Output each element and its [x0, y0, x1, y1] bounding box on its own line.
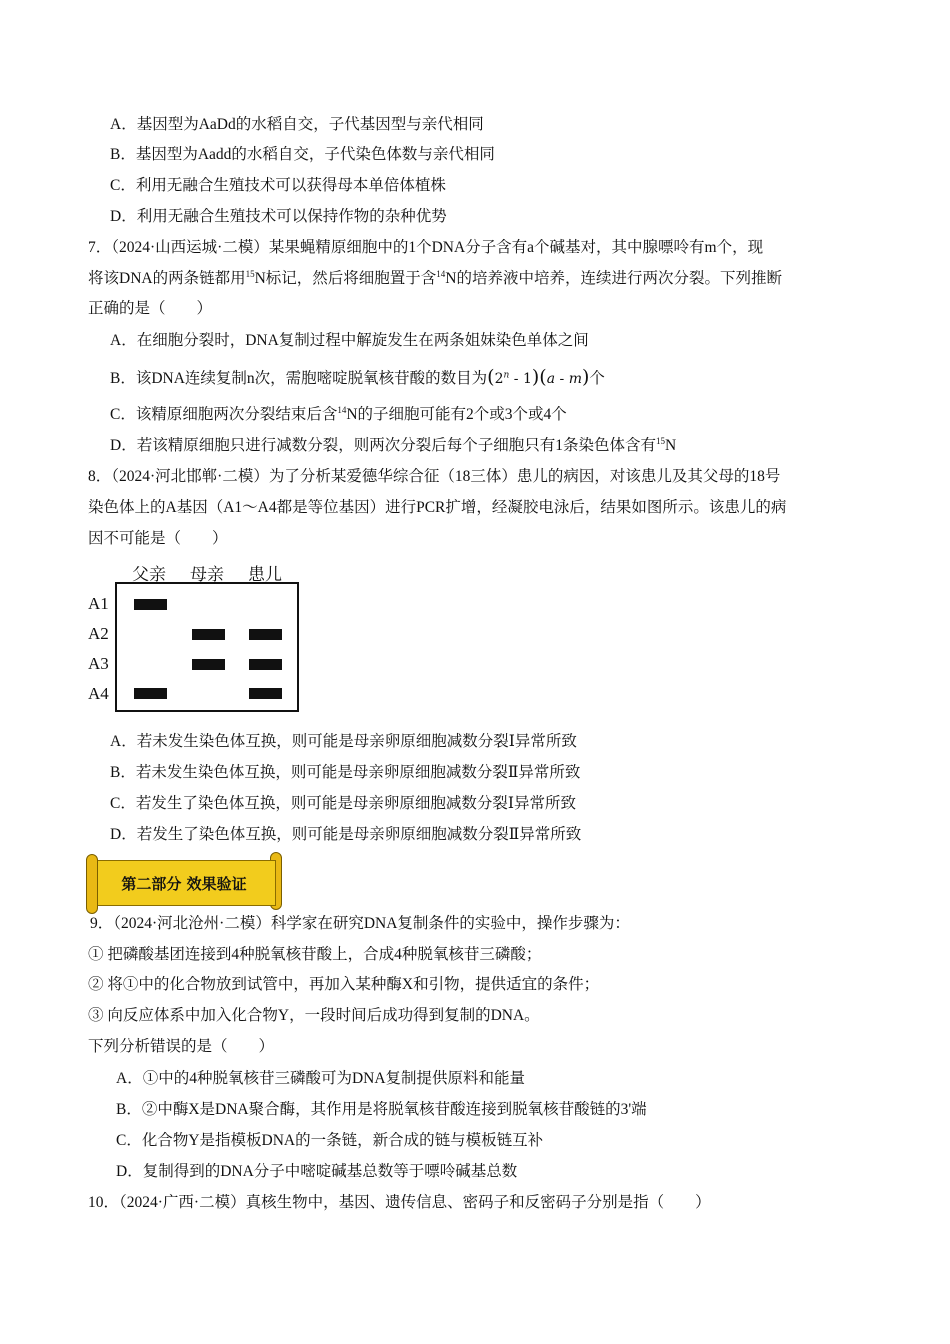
- band-father-a4: [134, 688, 167, 699]
- formula-part: -: [555, 371, 569, 387]
- q8-option-b: B．若未发生染色体互换，则可能是母亲卵原细胞减数分裂Ⅱ异常所致: [110, 764, 581, 781]
- gel-column-mother: 母亲: [190, 565, 224, 585]
- q7-stem-line2: [88, 269, 782, 289]
- q8-option-a: A．若未发生染色体互换，则可能是母亲卵原细胞减数分裂Ⅰ异常所致: [110, 733, 577, 750]
- isotope-superscript: 14: [436, 268, 446, 279]
- q9-option-d: D．复制得到的DNA分子中嘧啶碱基总数等于嘌呤碱基总数: [116, 1163, 518, 1180]
- isotope-superscript: 15: [655, 435, 665, 446]
- q7-option-a: A．在细胞分裂时，DNA复制过程中解旋发生在两条姐妹染色单体之间: [110, 332, 589, 349]
- q7-text: N的培养液中培养，连续进行两次分裂。下列推断: [445, 270, 782, 287]
- q9-option-a: A．①中的4种脱氧核苷三磷酸可为DNA复制提供原料和能量: [116, 1070, 526, 1087]
- q9-step-2: ② 将①中的化合物放到试管中，再加入某种酶X和引物，提供适宜的条件；: [88, 976, 600, 993]
- band-mother-a2: [192, 629, 225, 640]
- q9-option-c: C．化合物Y是指模板DNA的一条链，新合成的链与模板链互补: [116, 1132, 544, 1149]
- band-child-a4: [249, 688, 282, 699]
- isotope-superscript: 15: [245, 268, 255, 279]
- q6-option-a: A．基因型为AaDd的水稻自交，子代基因型与亲代相同: [110, 116, 484, 133]
- formula-exponent: n: [503, 370, 510, 381]
- q7-option-c: [110, 405, 567, 425]
- q9-step-1: ① 把磷酸基团连接到4种脱氧核苷酸上，合成4种脱氧核苷三磷酸；: [88, 946, 542, 963]
- q8-option-d: D．若发生了染色体互换，则可能是母亲卵原细胞减数分裂Ⅱ异常所致: [110, 826, 582, 843]
- q9-step-3: ③ 向反应体系中加入化合物Y，一段时间后成功得到复制的DNA。: [88, 1007, 540, 1024]
- q6-option-b: B．基因型为Aadd的水稻自交，子代染色体数与亲代相同: [110, 146, 495, 163]
- q8-stem-line1: 8．（2024·河北邯郸·二模）为了分析某爱德华综合征（18三体）患儿的病因，对该患儿及其父母的18号: [88, 468, 781, 485]
- q7-stem-line3: 正确的是（ ）: [88, 300, 213, 317]
- gel-row-a3: A3: [88, 654, 109, 673]
- section-banner-title: 第二部分 效果验证: [92, 860, 276, 906]
- formula-var-m: m: [568, 371, 582, 387]
- q8-option-c: C．若发生了染色体互换，则可能是母亲卵原细胞减数分裂Ⅰ异常所致: [110, 795, 576, 812]
- gel-row-a1: A1: [88, 594, 109, 613]
- q8-stem-line2: 染色体上的A基因（A1～A4都是等位基因）进行PCR扩增，经凝胶电泳后，结果如图所示。该患儿的病: [88, 499, 787, 516]
- q8-stem-line3: 因不可能是（ ）: [88, 530, 228, 547]
- q9-prompt: 下列分析错误的是（ ）: [88, 1038, 275, 1055]
- gel-column-child: 患儿: [248, 565, 282, 585]
- q7-text: N: [664, 437, 677, 454]
- gel-row-a4: A4: [88, 684, 109, 703]
- gel-column-father: 父亲: [132, 565, 166, 585]
- q7-text: 个: [589, 370, 605, 387]
- q10-stem: 10．（2024·广西·二模）真核生物中，基因、遗传信息、密码子和反密码子分别是指（ ）: [88, 1194, 711, 1211]
- q7-option-d: [110, 436, 676, 456]
- gel-electrophoresis-figure: [88, 556, 318, 716]
- q7-text: D．若该精原细胞只进行减数分裂，则两次分裂后每个子细胞只有1条染色体含有: [110, 437, 656, 454]
- formula-var-a: a: [546, 371, 556, 387]
- formula-part: - 1: [509, 371, 532, 387]
- formula: (2$^n$ - 1)(a - m): [487, 366, 590, 388]
- q6-option-c: C．利用无融合生殖技术可以获得母本单倍体植株: [110, 177, 446, 194]
- section-banner: [86, 852, 282, 918]
- gel-frame: [115, 582, 299, 712]
- band-mother-a3: [192, 659, 225, 670]
- q7-option-b: [110, 367, 605, 389]
- band-child-a2: [249, 629, 282, 640]
- isotope-superscript: 14: [337, 404, 347, 415]
- q9-option-b: B．②中酶X是DNA聚合酶，其作用是将脱氧核苷酸连接到脱氧核苷酸链的3'端: [116, 1101, 647, 1118]
- q7-text: 将该DNA的两条链都用: [88, 270, 246, 287]
- gel-row-a2: A2: [88, 624, 109, 643]
- band-father-a1: [134, 599, 167, 610]
- q7-stem-line1: 7．（2024·山西运城·二模）某果蝇精原细胞中的1个DNA分子含有a个碱基对，其中腺嘌呤有m个，现: [88, 239, 764, 256]
- q9-stem: 9．（2024·河北沧州·二模）科学家在研究DNA复制条件的实验中，操作步骤为：: [90, 915, 630, 932]
- band-child-a3: [249, 659, 282, 670]
- q7-text: N的子细胞可能有2个或3个或4个: [346, 406, 567, 423]
- q7-text: N标记，然后将细胞置于含: [254, 270, 437, 287]
- formula-base: 2: [494, 371, 504, 387]
- q6-option-d: D．利用无融合生殖技术可以保持作物的杂种优势: [110, 208, 447, 225]
- q7-text: B．该DNA连续复制n次，需胞嘧啶脱氧核苷酸的数目为: [110, 370, 488, 387]
- q7-text: C．该精原细胞两次分裂结束后含: [110, 406, 338, 423]
- scroll-roll-left: [86, 854, 98, 914]
